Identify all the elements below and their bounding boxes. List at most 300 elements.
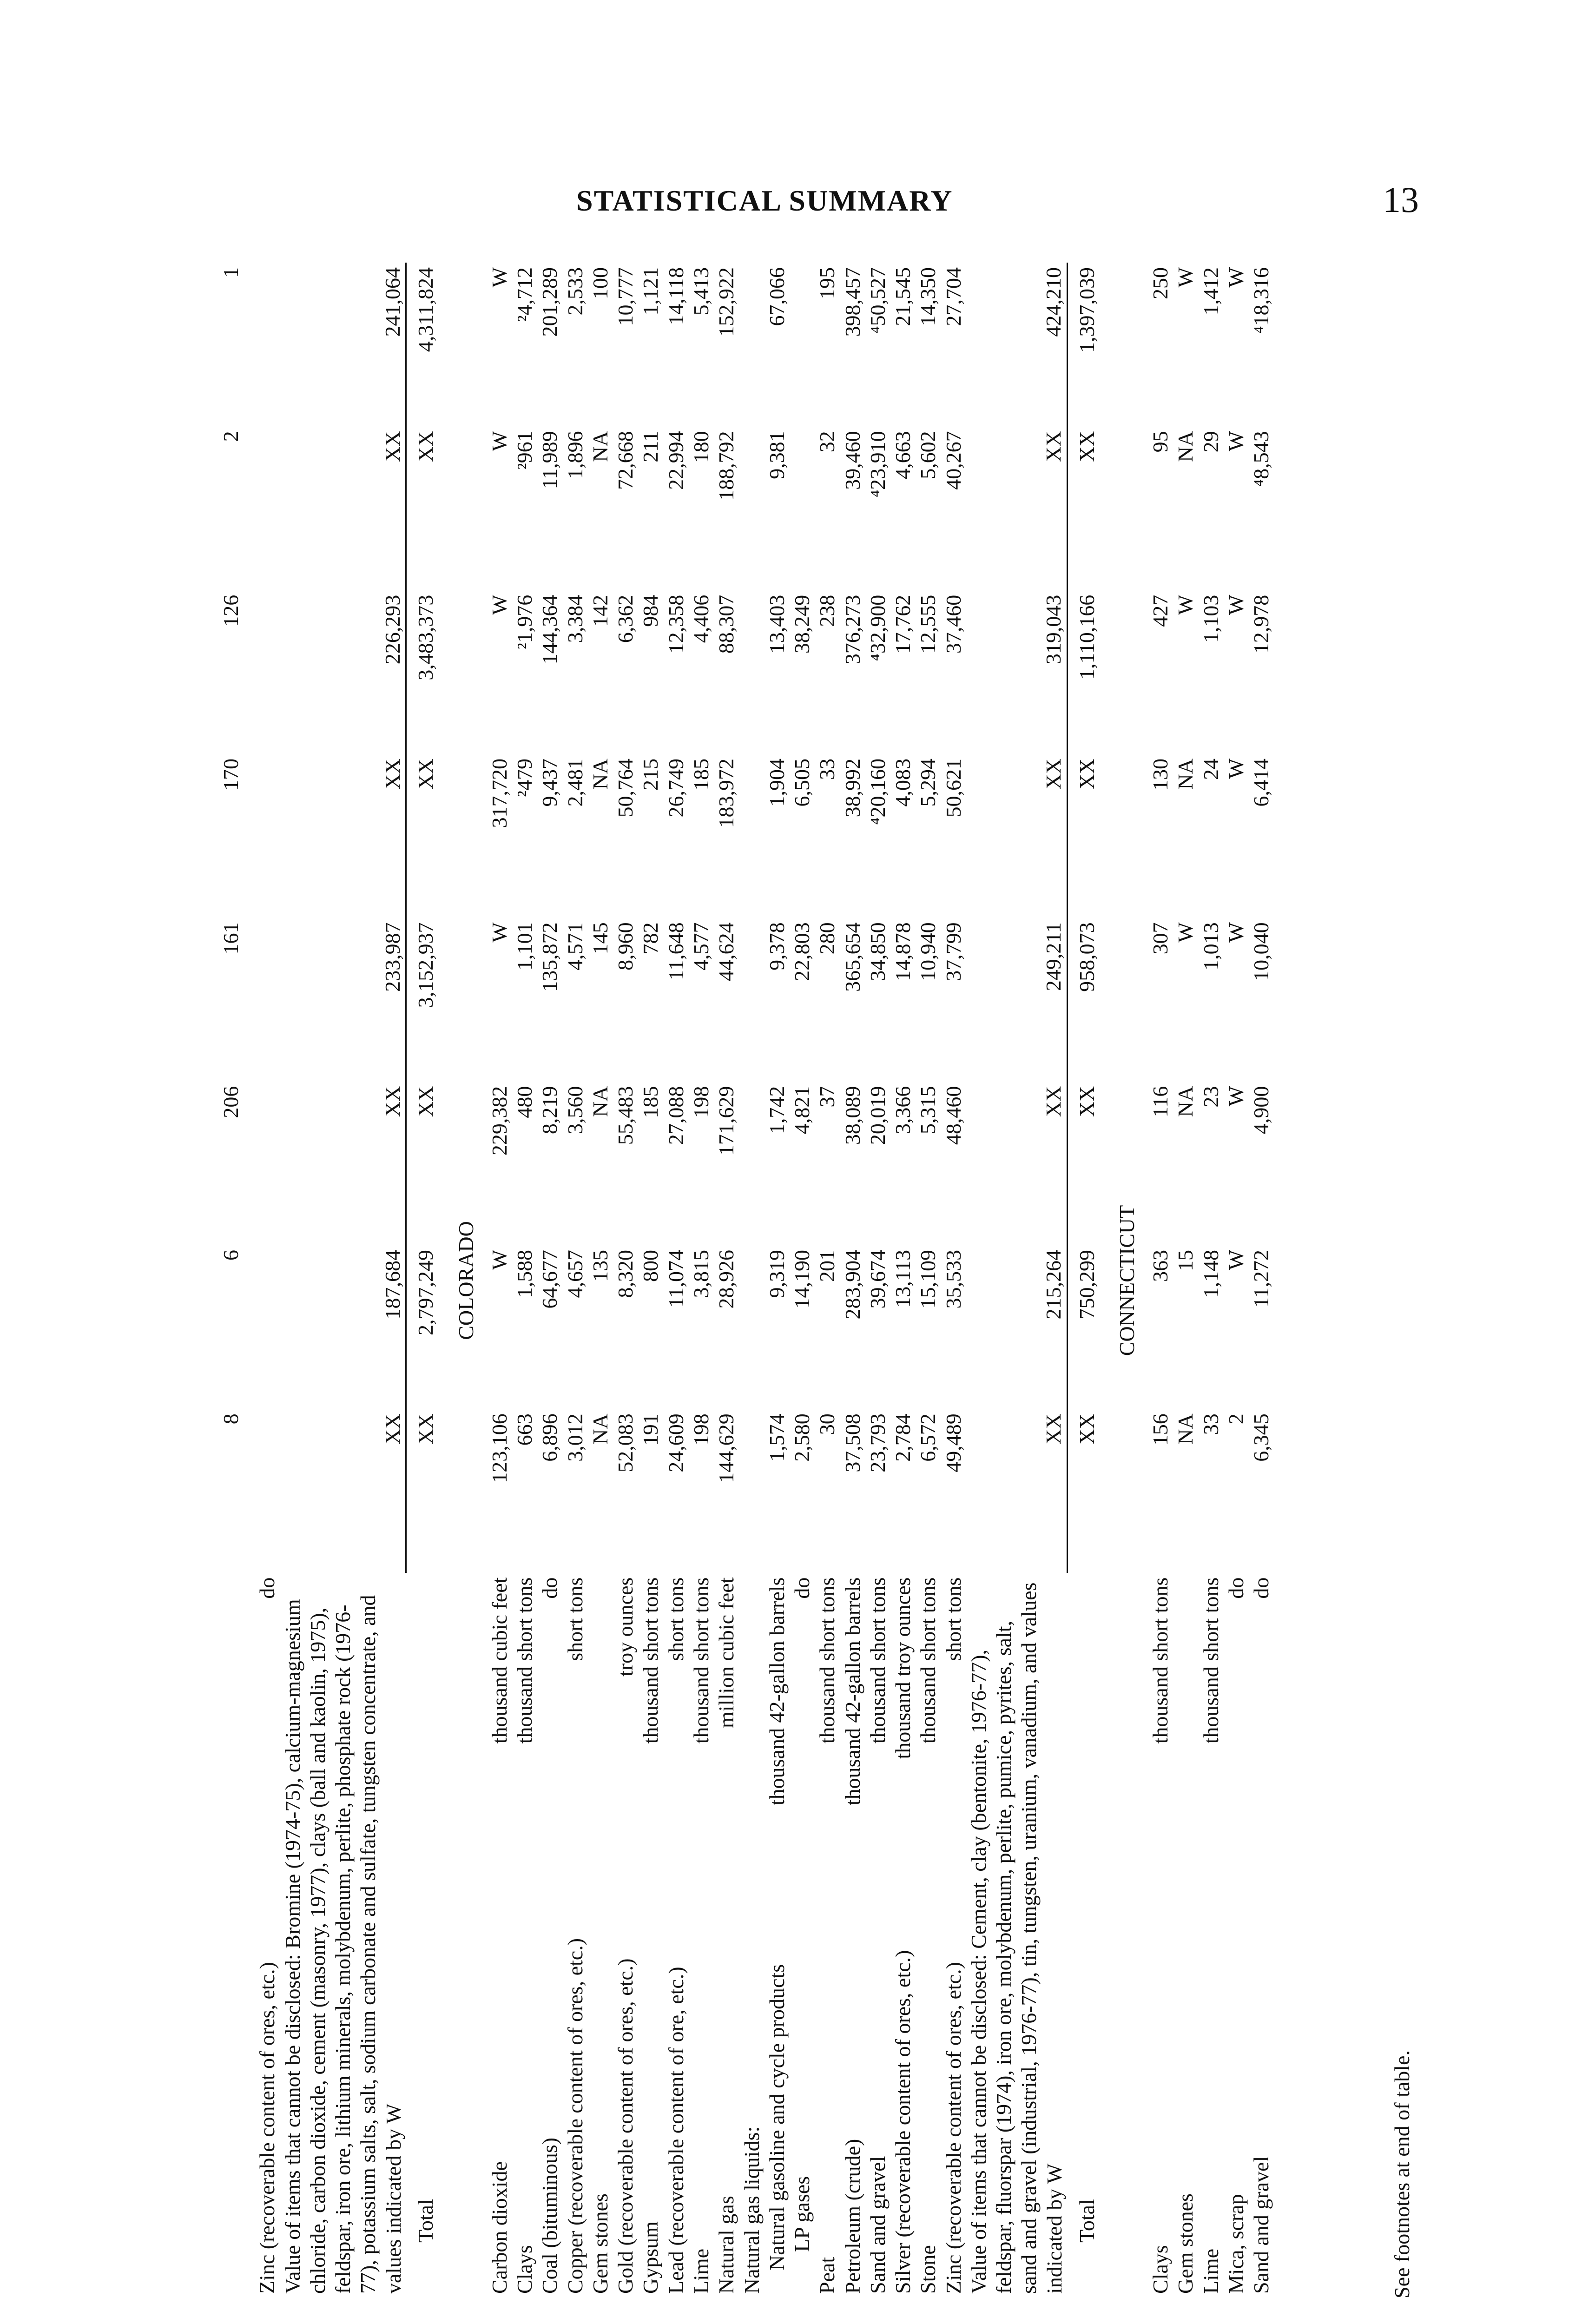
value-cell: 317,720: [487, 759, 511, 828]
value-cell: 12,555: [916, 594, 940, 654]
row-unit: thousand short tons: [865, 1577, 890, 1744]
row-unit: thousand troy ounces: [891, 1577, 915, 1759]
value-cell: 750,299: [1074, 1249, 1099, 1320]
table-row: [689, 263, 714, 2298]
value-cell: 1,412: [1199, 267, 1223, 316]
value-cell: 116: [1148, 1086, 1173, 1117]
column-header: 126: [219, 594, 243, 627]
value-cell: 12,978: [1249, 594, 1273, 654]
value-cell: 6,572: [916, 1413, 940, 1462]
table-row: [739, 263, 765, 2298]
row-unit: thousand 42-gallon barrels: [765, 1577, 789, 1806]
value-cell: 233,987: [280, 918, 406, 1081]
value-cell: XX: [966, 426, 1067, 590]
value-cell: 64,677: [538, 1249, 562, 1309]
value-cell: 238: [815, 594, 839, 627]
value-cell: 37,508: [840, 1413, 864, 1472]
table-row: [890, 263, 916, 2298]
value-cell: 8,219: [538, 1086, 562, 1135]
value-cell: 2,784: [891, 1413, 915, 1462]
value-cell: XX: [280, 426, 406, 590]
row-label-cell: [1067, 1573, 1106, 2298]
value-cell: XX: [1074, 1086, 1099, 1117]
table-row: [1224, 263, 1249, 2298]
value-cell: [739, 263, 765, 426]
row-label-cell: [1249, 1573, 1274, 2298]
column-header: 170: [219, 759, 243, 791]
value-cell: 1,574: [765, 1413, 789, 1462]
row-unit: short tons: [941, 1577, 965, 1661]
row-unit: short tons: [664, 1577, 688, 1661]
table-row: [1067, 263, 1106, 2298]
value-cell: 363: [1148, 1249, 1173, 1282]
row-unit: thousand cubic feet: [487, 1577, 511, 1744]
value-cell: XX: [280, 1409, 406, 1572]
value-cell: W: [1173, 267, 1198, 288]
value-cell: NA: [1173, 759, 1198, 790]
value-cell: [255, 1409, 280, 1572]
table-row: [1173, 263, 1198, 2298]
value-cell: 27,088: [664, 1086, 688, 1145]
value-cell: 283,904: [840, 1249, 864, 1320]
page-number: 13: [1383, 179, 1419, 220]
table-row: [1148, 263, 1173, 2298]
row-unit: troy ounces: [613, 1577, 638, 1677]
row-unit: thousand 42-gallon barrels: [840, 1577, 864, 1806]
row-label: Lime: [689, 2248, 713, 2294]
value-cell: 958,073: [1074, 922, 1099, 992]
table-row: [563, 263, 588, 2298]
value-cell: 38,992: [840, 759, 864, 818]
table-row: [840, 263, 865, 2298]
value-cell: 144,629: [714, 1413, 738, 1483]
value-cell: ²4,712: [513, 267, 537, 322]
value-cell: 211: [639, 431, 663, 462]
row-label: Petroleum (crude): [840, 2139, 864, 2294]
value-cell: 144,364: [538, 594, 562, 665]
row-label: Sand and gravel: [865, 2156, 890, 2294]
footnote: See footnotes at end of table.: [1390, 2050, 1414, 2298]
value-cell: 37: [815, 1086, 839, 1108]
value-cell: XX: [280, 754, 406, 918]
section-header-row: [1106, 263, 1148, 2298]
row-label-cell: [890, 1573, 916, 2298]
value-cell: 229,382: [487, 1086, 511, 1156]
value-cell: 2,481: [563, 759, 587, 807]
row-label: Natural gas: [714, 2196, 738, 2294]
table-row: [588, 263, 613, 2298]
value-cell: XX: [966, 754, 1067, 918]
row-label-cell: [613, 1573, 638, 2298]
value-cell: 145: [588, 922, 612, 955]
table-row: [815, 263, 840, 2298]
value-cell: 22,994: [664, 431, 688, 490]
rotated-table-area: [218, 253, 1436, 2298]
value-cell: 6,414: [1249, 759, 1273, 807]
value-cell: 398,457: [840, 267, 864, 337]
row-label-cell: [280, 1573, 406, 2298]
value-cell: 6,896: [538, 1413, 562, 1462]
row-label: Value of items that cannot be disclosed: Cement, clay (bentonite, 1976-77), feldspar, fluorspar (1974), iron ore, molybdenum, perlite, pumice, pyrites, salt, sand and gravel (industrial, 1976-77), tin, tungsten, uranium, vanadium, and values indicated by W: [966, 1582, 1066, 2294]
value-cell: 27,704: [941, 267, 965, 326]
value-cell: W: [1224, 1249, 1248, 1270]
value-cell: 10,040: [1249, 922, 1273, 981]
value-cell: 171,629: [714, 1086, 738, 1156]
value-cell: ⁴8,543: [1249, 431, 1273, 487]
value-cell: 4,571: [563, 922, 587, 971]
value-cell: 88,307: [714, 594, 738, 654]
row-label: Stone: [916, 2245, 940, 2294]
value-cell: 3,384: [563, 594, 587, 643]
row-label: Natural gas liquids:: [739, 2126, 764, 2294]
value-cell: [739, 1082, 765, 1245]
value-cell: 424,210: [966, 263, 1067, 426]
value-cell: 3,366: [891, 1086, 915, 1135]
row-unit: thousand short tons: [639, 1577, 663, 1744]
row-label-cell: [865, 1573, 890, 2298]
value-cell: 198: [689, 1413, 713, 1446]
value-cell: [255, 426, 280, 590]
value-cell: 38,249: [790, 594, 814, 654]
value-cell: 3,815: [689, 1249, 713, 1298]
value-cell: W: [1224, 1086, 1248, 1107]
value-cell: 123,106: [487, 1413, 511, 1483]
value-cell: 40,267: [941, 431, 965, 490]
value-cell: W: [1224, 594, 1248, 615]
value-cell: 782: [639, 922, 663, 955]
column-header-spacer: [218, 1573, 255, 2298]
row-label: Clays: [1148, 2245, 1173, 2294]
value-cell: XX: [1074, 431, 1099, 462]
value-cell: NA: [1173, 1413, 1198, 1445]
value-cell: 6,345: [1249, 1413, 1273, 1462]
value-cell: 29: [1199, 431, 1223, 453]
table-row: [512, 263, 537, 2298]
table-row: [916, 263, 941, 2298]
row-label: Gypsum: [639, 2221, 663, 2294]
value-cell: 5,602: [916, 431, 940, 479]
table-row: [406, 263, 445, 2298]
value-cell: 38,089: [840, 1086, 864, 1145]
value-cell: 5,413: [689, 267, 713, 316]
value-cell: 1,742: [765, 1086, 789, 1135]
value-cell: 4,577: [689, 922, 713, 971]
value-cell: 15: [1173, 1249, 1198, 1271]
row-unit: do: [255, 1577, 279, 1599]
value-cell: 4,663: [891, 431, 915, 479]
value-cell: 55,483: [613, 1086, 638, 1145]
value-cell: 1,896: [563, 431, 587, 479]
value-cell: 152,922: [714, 267, 738, 337]
value-cell: XX: [414, 1413, 438, 1445]
value-cell: 9,437: [538, 759, 562, 807]
value-cell: 800: [639, 1249, 663, 1282]
value-cell: 4,821: [790, 1086, 814, 1135]
row-label: Lead (recoverable content of ore, etc.): [664, 1967, 688, 2294]
row-label: Carbon dioxide: [487, 2161, 511, 2294]
value-cell: 52,083: [613, 1413, 638, 1472]
value-cell: 1,121: [639, 267, 663, 316]
value-cell: XX: [966, 1082, 1067, 1245]
value-cell: 480: [513, 1086, 537, 1118]
value-cell: 365,654: [840, 922, 864, 992]
value-cell: [739, 918, 765, 1081]
value-cell: 1,110,166: [1074, 594, 1099, 680]
value-cell: [739, 426, 765, 590]
row-label: Sand and gravel: [1249, 2156, 1273, 2294]
value-cell: [739, 754, 765, 918]
value-cell: 280: [815, 922, 839, 955]
value-cell: 37,460: [941, 594, 965, 654]
value-cell: 984: [639, 594, 663, 627]
value-cell: [255, 1082, 280, 1245]
value-cell: XX: [414, 431, 438, 462]
value-cell: 1,397,039: [1074, 267, 1099, 353]
value-cell: 49,489: [941, 1413, 965, 1472]
value-cell: 4,900: [1249, 1086, 1273, 1135]
row-label: Coal (bituminous): [538, 2137, 562, 2294]
value-cell: 180: [689, 431, 713, 463]
row-label: Natural gasoline and cycle products: [765, 1964, 789, 2271]
value-cell: 185: [639, 1086, 663, 1118]
value-cell: 21,545: [891, 267, 915, 326]
value-cell: 2,533: [563, 267, 587, 316]
value-cell: 5,315: [916, 1086, 940, 1135]
value-cell: 11,272: [1249, 1249, 1273, 1308]
value-cell: NA: [1173, 431, 1198, 462]
row-label: Gold (recoverable content of ores, etc.): [613, 1958, 638, 2294]
row-label: Value of items that cannot be disclosed: Bromine (1974-75), calcium-magnesium chloride, carbon dioxide, cement (masonry, 1977), clays (ball and kaolin, 1975), feldspar, iron ore, lithium minerals, molybdenum, perlite, phosphate rock (1976-77), potassium salts, salt, sodium carbonate and sulfate, tungsten concentrate, and values indicated by W: [280, 1595, 405, 2294]
value-cell: 2,580: [790, 1413, 814, 1462]
value-cell: 1,148: [1199, 1249, 1223, 1298]
value-cell: [255, 263, 280, 426]
row-label-cell: [255, 1573, 280, 2298]
value-cell: W: [1173, 594, 1198, 615]
row-unit: do: [538, 1577, 562, 1599]
value-cell: 17,762: [891, 594, 915, 654]
value-cell: [255, 1245, 280, 1409]
value-cell: 30: [815, 1413, 839, 1435]
table-row: [1249, 263, 1274, 2298]
row-unit: thousand short tons: [1199, 1577, 1223, 1744]
value-cell: 6,362: [613, 594, 638, 643]
value-cell: 319,043: [966, 590, 1067, 754]
value-cell: 1,588: [513, 1249, 537, 1298]
value-cell: 130: [1148, 759, 1173, 791]
value-cell: 67,066: [765, 267, 789, 326]
value-cell: 24,609: [664, 1413, 688, 1472]
row-label-cell: [512, 1573, 537, 2298]
value-cell: 10,940: [916, 922, 940, 981]
row-unit: thousand short tons: [1148, 1577, 1173, 1744]
value-cell: 9,319: [765, 1249, 789, 1298]
table-row: [280, 263, 406, 2298]
value-cell: [739, 590, 765, 754]
value-cell: 14,878: [891, 922, 915, 981]
row-label: Gem stones: [1173, 2193, 1198, 2294]
value-cell: 376,273: [840, 594, 864, 665]
value-cell: 48,460: [941, 1086, 965, 1145]
row-label-cell: [739, 1573, 765, 2298]
value-cell: 2,797,249: [414, 1249, 438, 1335]
row-label-cell: [815, 1573, 840, 2298]
value-cell: [739, 1409, 765, 1572]
value-cell: W: [487, 922, 511, 943]
value-cell: 215,264: [966, 1245, 1067, 1409]
row-label-cell: [563, 1573, 588, 2298]
value-cell: 33: [815, 759, 839, 780]
value-cell: 1,101: [513, 922, 537, 971]
value-cell: 11,648: [664, 922, 688, 981]
column-header-row: [218, 263, 255, 2298]
value-cell: 195: [815, 267, 839, 299]
column-header: 8: [219, 1413, 243, 1425]
row-label-cell: [966, 1573, 1067, 2298]
row-label: Total: [1074, 2199, 1099, 2243]
column-header: 2: [219, 431, 243, 442]
row-label-cell: [941, 1573, 966, 2298]
value-cell: 100: [588, 267, 612, 299]
row-label-cell: [1173, 1573, 1198, 2298]
table-row: [487, 263, 512, 2298]
value-cell: XX: [414, 759, 438, 790]
row-label-cell: [790, 1573, 815, 2298]
table-row: [765, 263, 790, 2298]
value-cell: ²479: [513, 759, 537, 797]
value-cell: NA: [588, 1086, 612, 1117]
value-cell: 33: [1199, 1413, 1223, 1435]
value-cell: W: [487, 1249, 511, 1270]
row-label-cell: [1224, 1573, 1249, 2298]
row-label: Peat: [815, 2257, 839, 2294]
column-header: 206: [219, 1086, 243, 1118]
value-cell: 23: [1199, 1086, 1223, 1108]
value-cell: 35,533: [941, 1249, 965, 1309]
section-title: CONNECTICUT: [1114, 1205, 1139, 1356]
table-row: [714, 263, 739, 2298]
value-cell: ²1,976: [513, 594, 537, 649]
row-label: Zinc (recoverable content of ores, etc.): [255, 1962, 279, 2294]
value-cell: 191: [639, 1413, 663, 1446]
value-cell: 13,113: [891, 1249, 915, 1308]
row-label: Total: [414, 2199, 438, 2243]
value-cell: 4,657: [563, 1249, 587, 1298]
value-cell: 9,378: [765, 922, 789, 971]
value-cell: 14,350: [916, 267, 940, 326]
value-cell: 5,294: [916, 759, 940, 807]
value-cell: 26,749: [664, 759, 688, 818]
column-header: 6: [219, 1249, 243, 1261]
value-cell: ⁴32,900: [865, 594, 890, 661]
value-cell: XX: [1074, 759, 1099, 790]
table-row: [664, 263, 689, 2298]
value-cell: 3,152,937: [414, 922, 438, 1008]
value-cell: 4,311,824: [414, 267, 438, 352]
value-cell: 39,460: [840, 431, 864, 490]
row-label-cell: [1199, 1573, 1224, 2298]
row-unit: do: [1249, 1577, 1273, 1599]
value-cell: 32: [815, 431, 839, 453]
table-row: [638, 263, 663, 2298]
value-cell: 188,792: [714, 431, 738, 501]
value-cell: 50,764: [613, 759, 638, 818]
row-unit: do: [790, 1577, 814, 1599]
section-title: COLORADO: [454, 1221, 478, 1340]
row-label-cell: [1148, 1573, 1173, 2298]
row-label: Gem stones: [588, 2193, 612, 2294]
rotated-table-content: [218, 253, 1436, 2298]
value-cell: 23,793: [865, 1413, 890, 1472]
value-cell: 20,019: [865, 1086, 890, 1145]
value-cell: 185: [689, 759, 713, 791]
value-cell: 8,320: [613, 1249, 638, 1298]
value-cell: 241,064: [280, 263, 406, 426]
value-cell: [739, 1245, 765, 1409]
row-label: Lime: [1199, 2248, 1223, 2294]
value-cell: W: [1224, 759, 1248, 779]
row-label-cell: [840, 1573, 865, 2298]
value-cell: 249,211: [966, 918, 1067, 1081]
value-cell: 9,381: [765, 431, 789, 479]
value-cell: 142: [588, 594, 612, 627]
value-cell: 14,118: [664, 267, 688, 325]
value-cell: NA: [1173, 1086, 1198, 1117]
value-cell: W: [487, 267, 511, 288]
value-cell: 135,872: [538, 922, 562, 992]
row-label: Zinc (recoverable content of ores, etc.): [941, 1962, 965, 2294]
row-unit: thousand short tons: [815, 1577, 839, 1744]
value-cell: 226,293: [280, 590, 406, 754]
row-label: Copper (recoverable content of ores, etc.): [563, 1938, 587, 2294]
column-header: 1: [219, 267, 243, 278]
value-cell: 13,403: [765, 594, 789, 654]
value-cell: 198: [689, 1086, 713, 1118]
value-cell: 3,483,373: [414, 594, 438, 680]
value-cell: 28,926: [714, 1249, 738, 1309]
table-row: [537, 263, 562, 2298]
value-cell: ²961: [513, 431, 537, 470]
value-cell: 1,013: [1199, 922, 1223, 971]
value-cell: 95: [1148, 431, 1173, 453]
value-cell: W: [487, 431, 511, 451]
value-cell: ⁴18,316: [1249, 267, 1273, 334]
value-cell: W: [1224, 922, 1248, 943]
value-cell: [255, 918, 280, 1081]
row-label-cell: [664, 1573, 689, 2298]
value-cell: XX: [966, 1409, 1067, 1572]
value-cell: 4,083: [891, 759, 915, 807]
value-cell: W: [487, 594, 511, 615]
value-cell: 72,668: [613, 431, 638, 490]
value-cell: 39,674: [865, 1249, 890, 1309]
value-cell: ⁴20,160: [865, 759, 890, 825]
column-header: 161: [219, 922, 243, 955]
value-cell: 201,289: [538, 267, 562, 337]
value-cell: 427: [1148, 594, 1173, 627]
value-cell: [255, 590, 280, 754]
value-cell: 2: [1224, 1413, 1248, 1425]
row-label-cell: [487, 1573, 512, 2298]
value-cell: NA: [588, 431, 612, 462]
row-label-cell: [765, 1573, 790, 2298]
row-label: Mica, scrap: [1224, 2194, 1248, 2294]
row-label-cell: [689, 1573, 714, 2298]
value-cell: [790, 426, 815, 590]
table-row: [865, 263, 890, 2298]
value-cell: 6,505: [790, 759, 814, 807]
value-cell: 1,103: [1199, 594, 1223, 643]
statistical-table: [218, 263, 1274, 2298]
